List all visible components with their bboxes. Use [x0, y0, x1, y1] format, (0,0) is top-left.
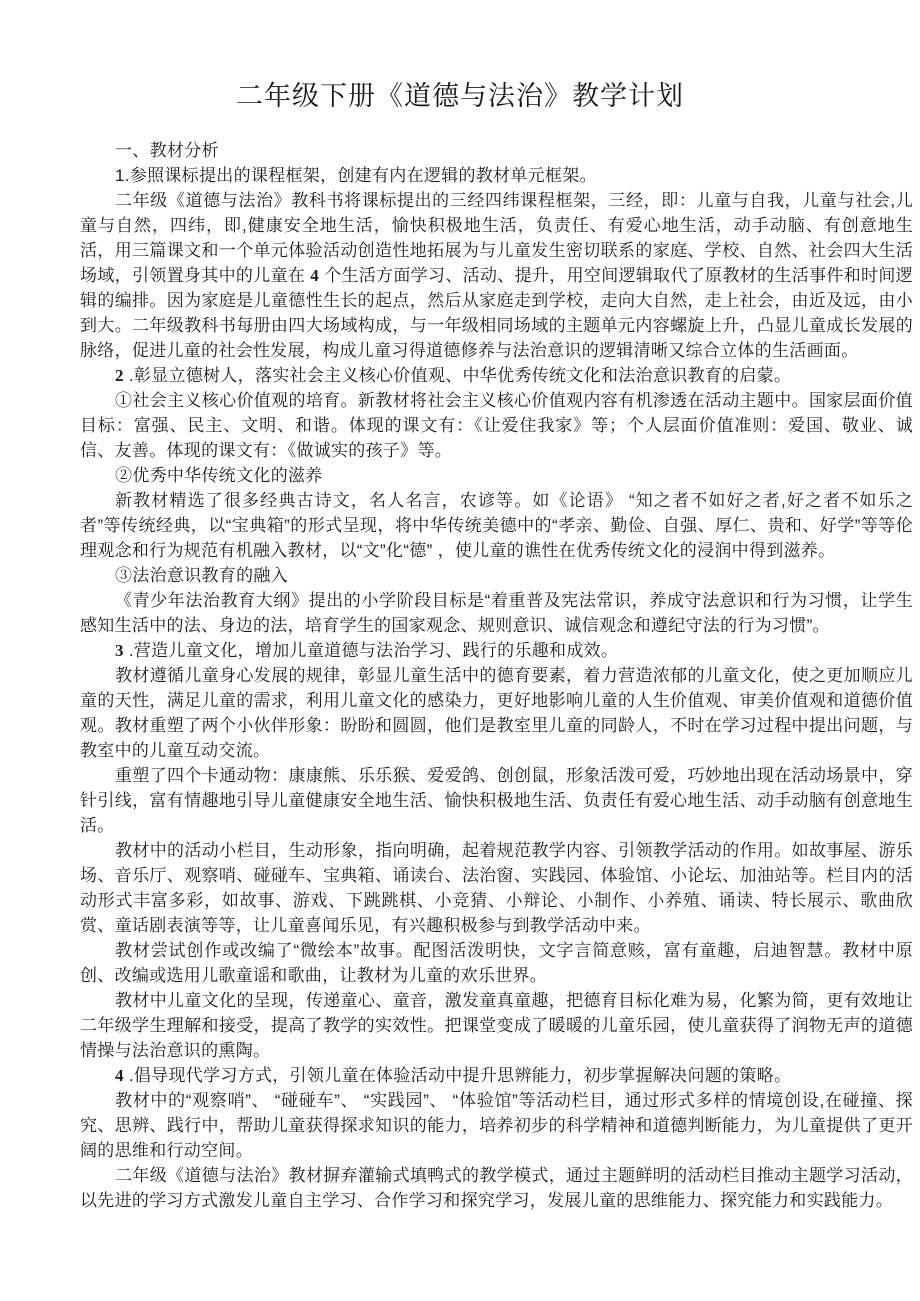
paragraph: 重塑了四个卡通动物：康康熊、乐乐猴、爱爱鸽、创创鼠，形象活泼可爱，巧妙地出现在活动场景中，穿针引线，富有情趣地引导儿童健康安全地生活、愉快积极地生活、负责任有爱心地生活、动手动脑有创意地生活。: [80, 766, 913, 835]
paragraph: 《青少年法治教育大纲》提出的小学阶段目标是“着重普及宪法常识，养成守法意识和行为习惯，让学生感知生活中的法、身边的法，培育学生的国家观念、规则意识、诚信观念和遵纪守法的行为习惯”。: [80, 591, 913, 635]
paragraph: 二年级《道德与法治》教材摒弃灌输式填鸭式的教学模式，通过主题鲜明的活动栏目推动主题学习活动，以先进的学习方式激发儿童自主学习、合作学习和探究学习，发展儿童的思维能力、探究能力和实践能力。: [80, 1166, 913, 1210]
paragraph: 新教材精选了很多经典古诗文，名人名言，农谚等。如《论语》 “知之者不如好之者,好之者不如乐之者”等传统经典，以“宝典箱”的形式呈现，将中华传统美德中的“孝亲、勤俭、自强、厚仁、贵和、好学”等等伦理观念和行为规范有机融入教材，以“文”化“德” ，使儿童的谯性在优秀传统文化的浸润中得到滋养。: [80, 491, 913, 560]
numbered-point: 2 .彰显立德树人，落实社会主义核心价值观、中华优秀传统文化和法治意识教育的启蒙。: [115, 366, 792, 385]
paragraph: 教材中的活动小栏目，生动形象，指向明确，起着规范教学内容、引领教学活动的作用。如故事屋、游乐场、音乐厅、观察哨、碰碰车、宝典箱、诵读台、法治窗、实践园、体验馆、小论坛、加油站等。栏目内的活动形式丰富多彩，如故事、游戏、下跳跳棋、小竞猜、小辩论、小制作、小养殖、诵读、特长展示、歌曲欣赏、童话剧表演等等，让儿童喜闻乐见，有兴趣积极参与到教学活动中来。: [80, 841, 913, 935]
numbered-point: 4 .倡导现代学习方式，引领儿童在体验活动中提升思辨能力，初步掌握解决问题的策略。: [115, 1066, 792, 1085]
paragraph: 二年级《道德与法治》教科书将课标提出的三经四纬课程框架，三经，即：儿童与自我，儿童与社会,儿童与自然，四纬，即,健康安全地生活，愉快积极地生活，负责任、有爱心地生活，动手动脑、有创意地生活，用三篇课文和一个单元体验活动创造性地拓展为与儿童发生密切联系的家庭、学校、自然、社会四大生活场域，引领置身其中的儿童在 4 个生活方面学习、活动、提升，用空间逻辑取代了原教材的生活事件和时间逻辑的编排。因为家庭是儿童德性生长的起点，然后从家庭走到学校，走向大自然，走上社会，由近及远，由小到大。二年级教科书每册由四大场域构成，与一年级相同场域的主题单元内容螺旋上升，凸显儿童成长发展的脉络，促进儿童的社会性发展，构成儿童习得道德修养与法治意识的逻辑清晰又综合立体的生活画面。: [80, 191, 913, 360]
paragraph: ①社会主义核心价值观的培育。新教材将社会主义核心价值观内容有机渗透在活动主题中。国家层面价值目标：富强、民主、文明、和谐。体现的课文有：《让爱住我家》等；个人层面价值准则：爱国、敬业、诚信、友善。体现的课文有：《做诚实的孩子》等。: [80, 391, 913, 460]
paragraph: 教材中的“观察哨”、 “碰碰车”、 “实践园”、 “体验馆”等活动栏目，通过形式多样的情境创设,在碰撞、探究、思辨、践行中，帮助儿童获得探求知识的能力，培养初步的科学精神和道德判断能力，为儿童提供了更开阔的思维和行动空间。: [80, 1091, 913, 1160]
paragraph: ③法治意识教育的融入: [115, 566, 288, 585]
numbered-point: 3 .营造儿童文化，增加儿童道德与法治学习、践行的乐趣和成效。: [115, 641, 619, 660]
paragraph: 教材遵循儿童身心发展的规律，彰显儿童生活中的德育要素，着力营造浓郁的儿童文化，使之更加顺应儿童的天性，满足儿童的需求，利用儿童文化的感染力，更好地影响儿童的人生价值观、审美价值观和道德价值观。教材重塑了两个小伙伴形象：盼盼和圆圆，他们是教室里儿童的同龄人，不时在学习过程中提出问题，与教室中的儿童互动交流。: [80, 666, 913, 760]
paragraph: 教材中儿童文化的呈现，传递童心、童音，激发童真童趣，把德育目标化难为易，化繁为简，更有效地让二年级学生理解和接受，提高了教学的实效性。把课堂变成了暖暖的儿童乐园，使儿童获得了润物无声的道德情操与法治意识的熏陶。: [80, 991, 913, 1060]
document-title: 二年级下册《道德与法治》教学计划: [236, 81, 684, 111]
section-heading: 一、教材分析: [115, 141, 219, 160]
paragraph: ②优秀中华传统文化的滋养: [115, 466, 323, 485]
paragraph: 教材尝试创作或改编了“微绘本”故事。配图活泼明快，文字言简意赅，富有童趣，启迪智慧。教材中原创、改编或选用儿歌童谣和歌曲，让教材为儿童的欢乐世界。: [80, 941, 913, 985]
numbered-point: 1.参照课标提出的课程框架，创建有内在逻辑的教材单元框架。: [115, 166, 597, 185]
document-body: [80, 138, 913, 1213]
